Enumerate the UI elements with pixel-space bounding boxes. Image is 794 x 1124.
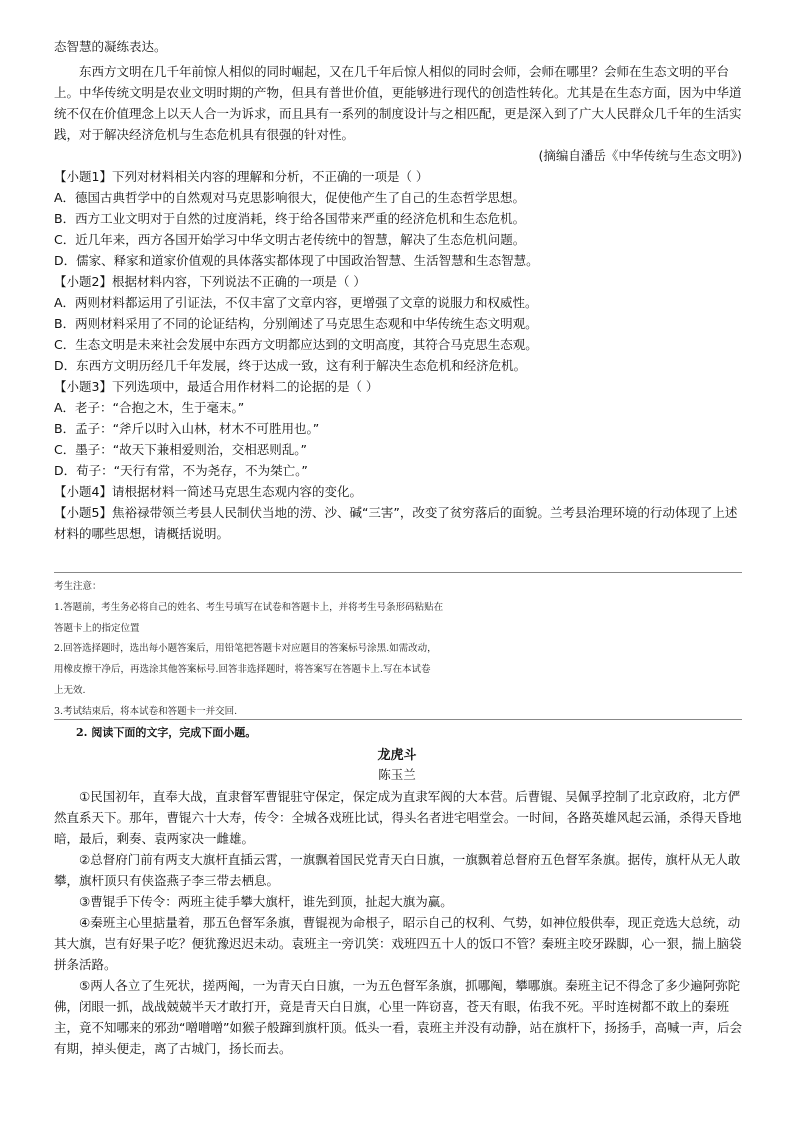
question-1-option-c: C．近几年来，西方各国开始学习中华文明古老传统中的智慧，解决了生态危机问题。 [54, 232, 526, 247]
story-title: 龙虎斗 [377, 748, 417, 763]
source-citation: (摘编自潘岳《中华传统与生态文明》) [538, 148, 742, 163]
question-1-option-d: D．儒家、释家和道家价值观的具体落实都体现了中国政治智慧、生活智慧和生态智慧。 [54, 253, 539, 268]
notice-line: 用橡皮擦干净后，再选涂其他答案标号.回答非选择题时，将答案写在答题卡上.写在本试卷 [54, 664, 431, 675]
question-1-option-a: A．德国古典哲学中的自然观对马克思影响很大，促使他产生了自己的生态哲学思想。 [54, 190, 526, 205]
question-5-stem: 【小题5】焦裕禄带领兰考县人民制伏当地的涝、沙、碱“三害”，改变了贫穷落后的面貌。兰考县治理环境的行动体现了上述材料的哪些思想，请概括说明。 [54, 505, 738, 541]
notice-line: 3.考试结束后，将本试卷和答题卡一并交回. [54, 706, 238, 717]
notice-heading: 考生注意： [54, 581, 102, 592]
question-4-stem: 【小题4】请根据材料一简述马克思生态观内容的变化。 [54, 484, 362, 499]
story-paragraph-4: ④秦班主心里掂量着，那五色督军条旗，曹锟视为命根子，昭示自己的权利、气势，如神位般供奉，现正竞选大总统，动其大旗，岂有好果子吃？便犹豫迟迟未动。袁班主一旁讥笑：戏班四五十人的饭口不管？秦班主咬牙跺脚，心一狠，揣上脑袋拼条活路。 [54, 915, 742, 972]
question-2-option-c: C．生态文明是未来社会发展中东西方文明都应达到的文明高度，其符合马克思生态观。 [54, 337, 538, 352]
question-2-stem: 【小题2】根据材料内容，下列说法不正确的一项是（ ） [54, 274, 366, 289]
story-paragraph-3: ③曹锟手下传令：两班主徒手攀大旗杆，谁先到顶，扯起大旗为赢。 [79, 894, 453, 909]
story-paragraph-2: ②总督府门前有两支大旗杆直插云霄，一旗飘着国民党青天白日旗，一旗飘着总督府五色督军条旗。据传，旗杆从无人敢攀，旗杆顶只有侠盗燕子李三带去栖息。 [54, 852, 741, 888]
question-2-option-a: A．两则材料都运用了引证法，不仅丰富了文章内容，更增强了文章的说服力和权威性。 [54, 295, 538, 310]
question-3-option-d: D．荀子：“天行有常，不为尧存，不为桀亡。” [54, 463, 308, 478]
question-1-stem: 【小题1】下列对材料相关内容的理解和分析，不正确的一项是（ ） [54, 169, 429, 184]
notice-top-divider [54, 572, 742, 573]
question-2-option-d: D．东西方文明历经几千年发展，终于达成一致，这有利于解决生态危机和经济危机。 [54, 358, 527, 373]
story-author: 陈玉兰 [378, 767, 416, 782]
paragraph-east-west-civilization: 东西方文明在几千年前惊人相似的同时崛起，又在几千年后惊人相似的同时会师，会师在哪里？会师在生态文明的平台上。中华传统文明是农业文明时期的产物，但具有普世价值，更能够进行现代的创造性转化。尤其是在生态方面，因为中华道统不仅在价值理念上以天人合一为诉求，而且具有一系列的制度设计与之相匹配，更是深入到了广大人民群众几千年的生活实践，对于解决经济危机与生态危机具有很强的针对性。 [54, 64, 742, 142]
notice-line: 1.答题前，考生务必将自己的姓名、考生号填写在试卷和答题卡上，并将考生号条形码粘贴在 [54, 602, 444, 613]
story-paragraph-1: ①民国初年，直奉大战，直隶督军曹锟驻守保定，保定成为直隶军阀的大本营。后曹锟、吴佩孚控制了北京政府，北方俨然直系天下。那年，曹锟六十大寿，传令：全城各戏班比试，得头名者进宅唱堂会。一时间，各路英雄风起云涌，杀得天昏地暗，最后，剩奏、袁两家决一雌雄。 [54, 789, 742, 846]
question-3-option-b: B．孟子：“斧斤以时入山林，材木不可胜用也。” [54, 421, 320, 436]
question-2-option-b: B．两则材料采用了不同的论证结构，分别阐述了马克思生态观和中华传统生态文明观。 [54, 316, 538, 331]
notice-line: 上无效. [54, 685, 86, 696]
story-paragraph-5: ⑤两人各立了生死状，搓两阄，一为青天白日旗，一为五色督军条旗，抓哪阄，攀哪旗。秦班主记不得念了多少遍阿弥陀佛，闭眼一抓，战战兢兢半天才敢打开，竟是青天白日旗，心里一阵窃喜，苍天有眼，佑我不死。平时连树都不敢上的秦班主，竟不知哪来的邪劲“噌噌噌”如猴子般蹿到旗杆顶。低头一看，袁班主并没有动静，站在旗杆下，扬扬手，高喊一声，后会有期，掉头便走，离了古城门，扬长而去。 [54, 978, 742, 1056]
question-3-option-c: C．墨子：“故天下兼相爱则治，交相恶则乱。” [54, 442, 307, 457]
notice-line: 答题卡上的指定位置 [54, 623, 140, 634]
question-3-stem: 【小题3】下列选项中，最适合用作材料二的论据的是（ ） [54, 379, 379, 394]
notice-bottom-divider [54, 719, 742, 720]
question-3-option-a: A．老子：“合抱之木，生于毫末。” [54, 400, 245, 415]
section-2-heading: 2. 阅读下面的文字，完成下面小题。 [76, 726, 257, 739]
question-1-option-b: B．西方工业文明对于自然的过度消耗，终于给各国带来严重的经济危机和生态危机。 [54, 211, 526, 226]
notice-line: 2.回答选择题时，选出每小题答案后，用铅笔把答题卡对应题目的答案标号涂黑.如需改动， [54, 643, 437, 654]
paragraph-fragment: 态智慧的凝练表达。 [54, 39, 167, 54]
